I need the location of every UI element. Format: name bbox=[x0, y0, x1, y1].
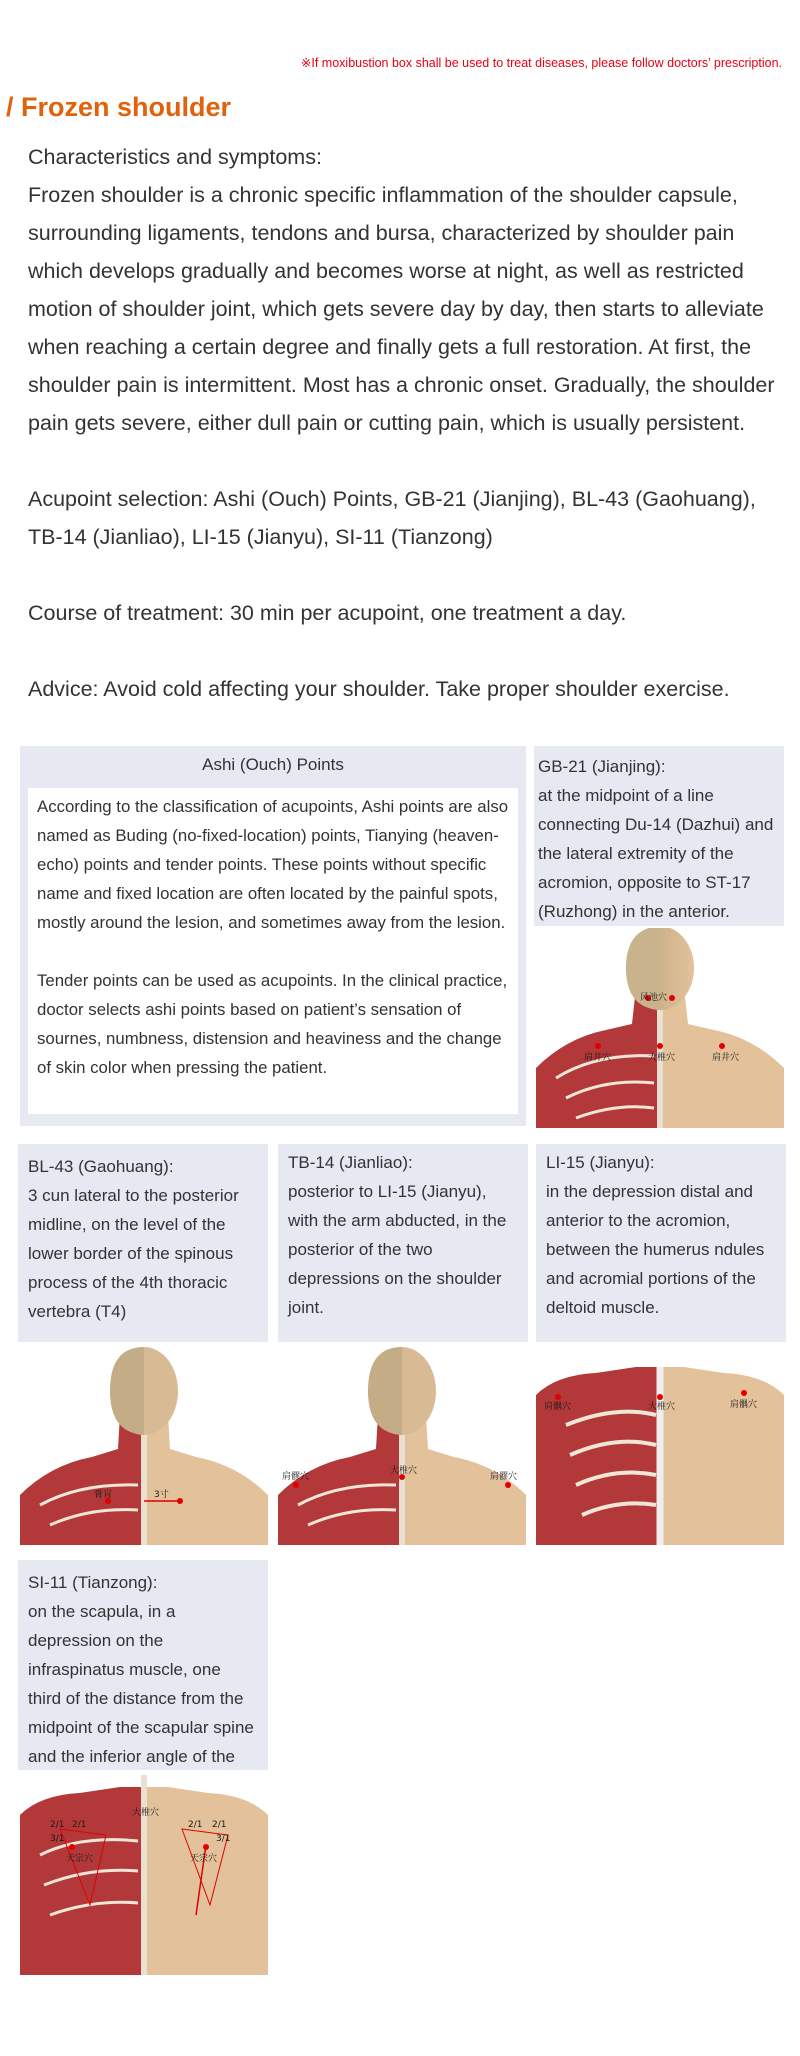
label-2-1-a: 2/1 bbox=[50, 1820, 65, 1830]
label-jianliao-left: 肩髎穴 bbox=[282, 1472, 310, 1482]
label-3-1: 3/1 bbox=[50, 1834, 65, 1844]
label-dazhui: 大椎穴 bbox=[648, 1402, 676, 1412]
back-anatomy-figure-icon bbox=[20, 1775, 268, 1975]
chest-anatomy-figure-icon bbox=[536, 1345, 784, 1545]
course-of-treatment: Course of treatment: 30 min per acupoint, one treatment a day. bbox=[28, 601, 627, 625]
label-3cun: 3寸 bbox=[154, 1490, 169, 1500]
back-anatomy-figure-icon bbox=[278, 1345, 526, 1545]
label-3-1-b: 3/1 bbox=[216, 1834, 231, 1844]
si11-box bbox=[18, 1560, 268, 1770]
page-title: / Frozen shoulder bbox=[6, 92, 232, 122]
li15-text: in the depression distal and anterior to the acromion, between the humerus ndules and acromial portions of the deltoid muscle. bbox=[546, 1182, 765, 1317]
acupoint-selection: Acupoint selection: Ashi (Ouch) Points, GB-21 (Jianjing), BL-43 (Gaohuang), TB-14 (Jianliao), LI-15 (Jianyu), SI-11 (Tianzong) bbox=[28, 487, 756, 549]
label-jianjing-right: 肩井穴 bbox=[712, 1053, 740, 1063]
advice: Advice: Avoid cold affecting your shoulder. Take proper shoulder exercise. bbox=[28, 677, 730, 701]
si11-title: SI-11 (Tianzong): bbox=[28, 1573, 158, 1592]
label-jianyu-left: 肩髃穴 bbox=[544, 1402, 572, 1412]
bl43-box bbox=[18, 1144, 268, 1342]
gb21-title: GB-21 (Jianjing): bbox=[538, 757, 666, 776]
label-jianyu-right: 肩髃穴 bbox=[730, 1400, 758, 1410]
li15-box bbox=[536, 1144, 786, 1342]
label-2-1-c: 2/1 bbox=[188, 1820, 203, 1830]
ashi-heading: Ashi (Ouch) Points bbox=[202, 755, 344, 774]
label-jianliao-right: 肩髎穴 bbox=[490, 1472, 518, 1482]
si11-figure bbox=[20, 1775, 268, 1975]
label-dazhui: 大椎穴 bbox=[648, 1053, 676, 1063]
label-tianzong-right: 天宗穴 bbox=[190, 1854, 218, 1864]
label-2-1-d: 2/1 bbox=[212, 1820, 227, 1830]
characteristics-label: Characteristics and symptoms: bbox=[28, 145, 322, 169]
ashi-paragraph-1: According to the classification of acupoints, Ashi points are also named as Buding (no-fixed-location) points, Tianying (heaven-echo) points and tender points. These points without specific name and fixed location are often located by the painful spots, mostly around the lesion, and sometimes away from the lesion. bbox=[37, 797, 509, 932]
tb14-box bbox=[278, 1144, 528, 1342]
bl43-text: 3 cun lateral to the posterior midline, on the level of the lower border of the spinous process of the 4th thoracic vertebra (T4) bbox=[28, 1186, 239, 1321]
intro-section bbox=[28, 138, 794, 708]
si11-text: on the scapula, in a depression on the infraspinatus muscle, one third of the distance from the midpoint of the scapular spine and the inferior angle of the bbox=[28, 1602, 254, 1766]
label-gaohuang: 膏肓 bbox=[94, 1490, 113, 1500]
gb21-box bbox=[534, 746, 784, 926]
prescription-notice: ※If moxibustion box shall be used to treat diseases, please follow doctors’ prescription. bbox=[300, 56, 782, 70]
ashi-points-box bbox=[20, 746, 526, 1126]
gb21-text: at the midpoint of a line connecting Du-14 (Dazhui) and the lateral extremity of the acromion, opposite to ST-17 (Ruzhong) in the anterior. bbox=[538, 786, 774, 921]
label-tianzong-left: 天宗穴 bbox=[66, 1854, 94, 1864]
back-anatomy-figure-icon bbox=[536, 928, 784, 1128]
characteristics-text: Frozen shoulder is a chronic specific inflammation of the shoulder capsule, surrounding ligaments, tendons and bursa, characterized by shoulder pain which develops gradually and becomes worse at night, as well as restricted motion of shoulder joint, which gets severe day by day, then starts to alleviate when reaching a certain degree and finally gets a full restoration. At first, the shoulder pain is intermittent. Most has a chronic onset. Gradually, the shoulder pain gets severe, either dull pain or cutting pain, which is usually persistent. bbox=[28, 183, 775, 435]
back-anatomy-figure-icon bbox=[20, 1345, 268, 1545]
bl43-figure bbox=[20, 1345, 268, 1545]
ashi-paragraph-2: Tender points can be used as acupoints. In the clinical practice, doctor selects ashi points based on patient’s sensation of sournes, numbness, distension and heaviness and the change of skin color when pressing the patient. bbox=[37, 971, 508, 1077]
label-dazhui: 大椎穴 bbox=[132, 1808, 160, 1818]
li15-title: LI-15 (Jianyu): bbox=[546, 1153, 655, 1172]
label-dazhui: 大椎穴 bbox=[390, 1466, 418, 1476]
gb21-figure bbox=[536, 928, 784, 1128]
tb14-figure bbox=[278, 1345, 526, 1545]
li15-figure bbox=[536, 1345, 784, 1545]
ashi-description bbox=[28, 788, 518, 1114]
label-fengchi: 风池穴 bbox=[640, 993, 668, 1003]
label-2-1-b: 2/1 bbox=[72, 1820, 87, 1830]
tb14-title: TB-14 (Jianliao): bbox=[288, 1153, 413, 1172]
tb14-text: posterior to LI-15 (Jianyu), with the arm abducted, in the posterior of the two depressions on the shoulder joint. bbox=[288, 1182, 507, 1317]
label-jianjing-left: 肩井穴 bbox=[584, 1053, 612, 1063]
bl43-title: BL-43 (Gaohuang): bbox=[28, 1157, 174, 1176]
